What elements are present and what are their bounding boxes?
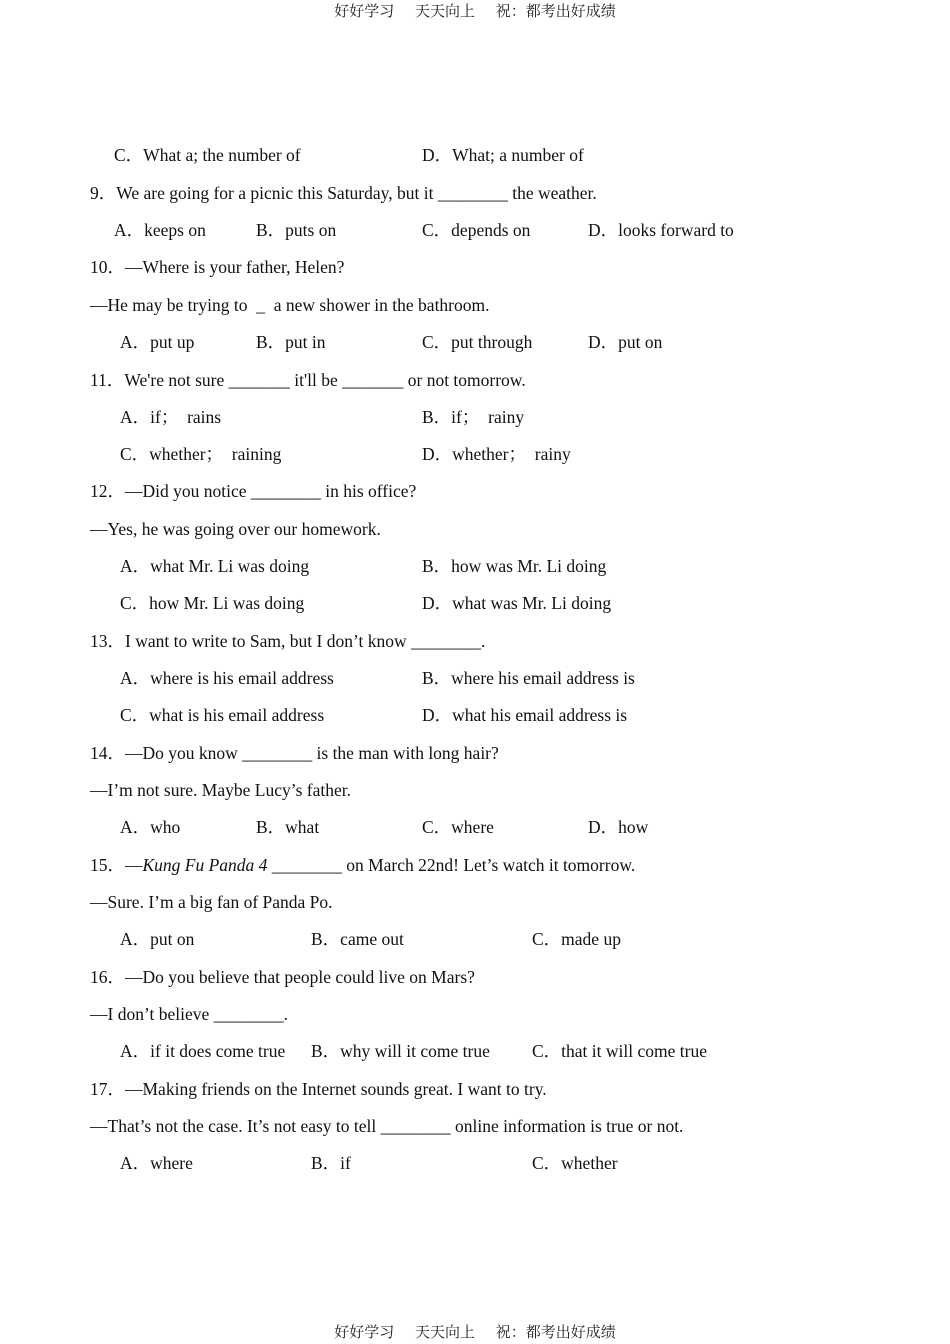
q15-stem-prefix: 15．— (90, 855, 143, 875)
q17-line2: —That’s not the case. It’s not easy to tell ________ online information is true or not. (90, 1116, 684, 1136)
q10-option-a: A．put up (120, 332, 195, 352)
q10-stem: 10．—Where is your father, Helen? (90, 257, 345, 277)
header-text-1: 好好学习 (334, 2, 395, 20)
page-header (0, 0, 950, 21)
q14-option-b: B．what (256, 817, 320, 837)
q13-stem: 13．I want to write to Sam, but I don’t know ________. (90, 631, 486, 651)
page-footer (0, 1321, 950, 1342)
q10-option-c: C．put through (422, 332, 533, 352)
q12-option-a: A．what Mr. Li was doing (120, 556, 310, 576)
q15-line2: —Sure. I’m a big fan of Panda Po. (90, 892, 333, 912)
q15-option-a: A．put on (120, 929, 195, 949)
q17-option-c: C．whether (532, 1153, 618, 1173)
q11-option-c: C．whether； raining (120, 444, 282, 464)
footer-text-1: 好好学习 (334, 1323, 395, 1341)
q12-option-d: D．what was Mr. Li doing (422, 593, 612, 613)
q14-option-d: D．how (588, 817, 649, 837)
q9-stem: 9．We are going for a picnic this Saturday, but it ________ the weather. (90, 183, 597, 203)
q16-stem: 16．—Do you believe that people could live on Mars? (90, 967, 475, 987)
q8-option-c: C．What a; the number of (114, 145, 301, 165)
q10-option-d: D．put on (588, 332, 663, 352)
q11-stem: 11．We're not sure _______ it'll be _______ or not tomorrow. (90, 370, 526, 390)
q11-option-b: B．if； rainy (422, 407, 525, 427)
q8-option-d: D．What; a number of (422, 145, 584, 165)
q12-option-c: C．how Mr. Li was doing (120, 593, 305, 613)
header-text-3: 祝：都考出好成绩 (495, 2, 616, 20)
q15-option-b: B．came out (311, 929, 404, 949)
q11-option-a: A．if； rains (120, 407, 222, 427)
q14-option-a: A．who (120, 817, 181, 837)
q13-option-c: C．what is his email address (120, 705, 325, 725)
q9-option-b: B．puts on (256, 220, 337, 240)
q15-option-c: C．made up (532, 929, 621, 949)
header-text-2: 天天向上 (414, 2, 475, 20)
q11-option-d: D．whether； rainy (422, 444, 571, 464)
q14-line2: —I’m not sure. Maybe Lucy’s father. (90, 780, 351, 800)
q13-option-b: B．where his email address is (422, 668, 635, 688)
q17-option-a: A．where (120, 1153, 193, 1173)
q15-stem-rest: ________ on March 22nd! Let’s watch it tomorrow. (267, 855, 636, 875)
q9-option-a: A．keeps on (114, 220, 206, 240)
q16-option-a: A．if it does come true (120, 1041, 286, 1061)
q10-line2: —He may be trying to _ a new shower in the bathroom. (90, 295, 490, 315)
q17-option-b: B．if (311, 1153, 351, 1173)
q14-option-c: C．where (422, 817, 494, 837)
q16-option-b: B．why will it come true (311, 1041, 490, 1061)
footer-text-2: 天天向上 (414, 1323, 475, 1341)
q14-stem: 14．—Do you know ________ is the man with long hair? (90, 743, 499, 763)
q13-option-a: A．where is his email address (120, 668, 334, 688)
q10-option-b: B．put in (256, 332, 326, 352)
q17-stem: 17．—Making friends on the Internet sounds great. I want to try. (90, 1079, 547, 1099)
q16-option-c: C．that it will come true (532, 1041, 707, 1061)
footer-text-3: 祝：都考出好成绩 (495, 1323, 616, 1341)
q15-movie-title: Kung Fu Panda 4 (142, 855, 268, 875)
q12-stem: 12．—Did you notice ________ in his office? (90, 481, 417, 501)
q12-option-b: B．how was Mr. Li doing (422, 556, 607, 576)
q13-option-d: D．what his email address is (422, 705, 628, 725)
q12-line2: —Yes, he was going over our homework. (90, 519, 381, 539)
q16-line2: —I don’t believe ________. (90, 1004, 288, 1024)
q9-option-d: D．looks forward to (588, 220, 734, 240)
q15-stem (90, 854, 635, 876)
q9-option-c: C．depends on (422, 220, 531, 240)
